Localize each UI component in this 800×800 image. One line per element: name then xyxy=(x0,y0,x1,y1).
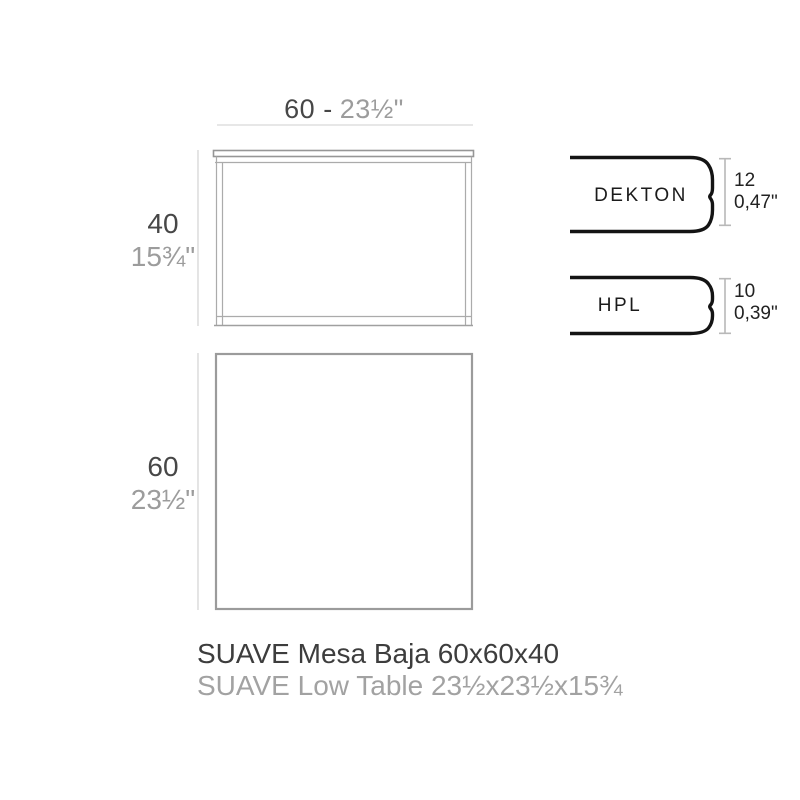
depth-metric-value: 60 xyxy=(147,451,179,482)
dekton-thickness-imperial: 0,47" xyxy=(734,192,778,213)
depth-dimension-label xyxy=(118,450,208,516)
hpl-thickness-indicator xyxy=(719,279,731,334)
hpl-thickness-imperial: 0,39" xyxy=(734,303,778,324)
width-dimension-label xyxy=(215,94,473,125)
height-imperial-value: 15¾" xyxy=(130,241,196,272)
tabletop-slab xyxy=(214,151,474,157)
dekton-thickness-metric: 12 xyxy=(734,170,756,191)
width-metric-value: 60 - xyxy=(284,94,333,124)
height-dimension-label xyxy=(118,207,208,273)
hpl-material-label: HPL xyxy=(597,295,643,316)
top-view-square xyxy=(216,354,472,609)
width-imperial-value: 23½" xyxy=(339,94,404,124)
hpl-thickness-metric: 10 xyxy=(734,281,756,302)
depth-imperial-value: 23½" xyxy=(130,484,196,515)
dekton-thickness-label xyxy=(734,170,778,214)
dekton-material-label: DEKTON xyxy=(594,185,688,206)
hpl-thickness-label xyxy=(734,281,778,325)
product-title-spanish: SUAVE Mesa Baja 60x60x40 xyxy=(197,638,560,669)
product-title-english: SUAVE Low Table 23½x23½x15¾ xyxy=(197,670,623,701)
dekton-thickness-indicator xyxy=(719,159,731,226)
height-metric-value: 40 xyxy=(147,208,179,239)
front-view-drawing xyxy=(214,151,474,326)
